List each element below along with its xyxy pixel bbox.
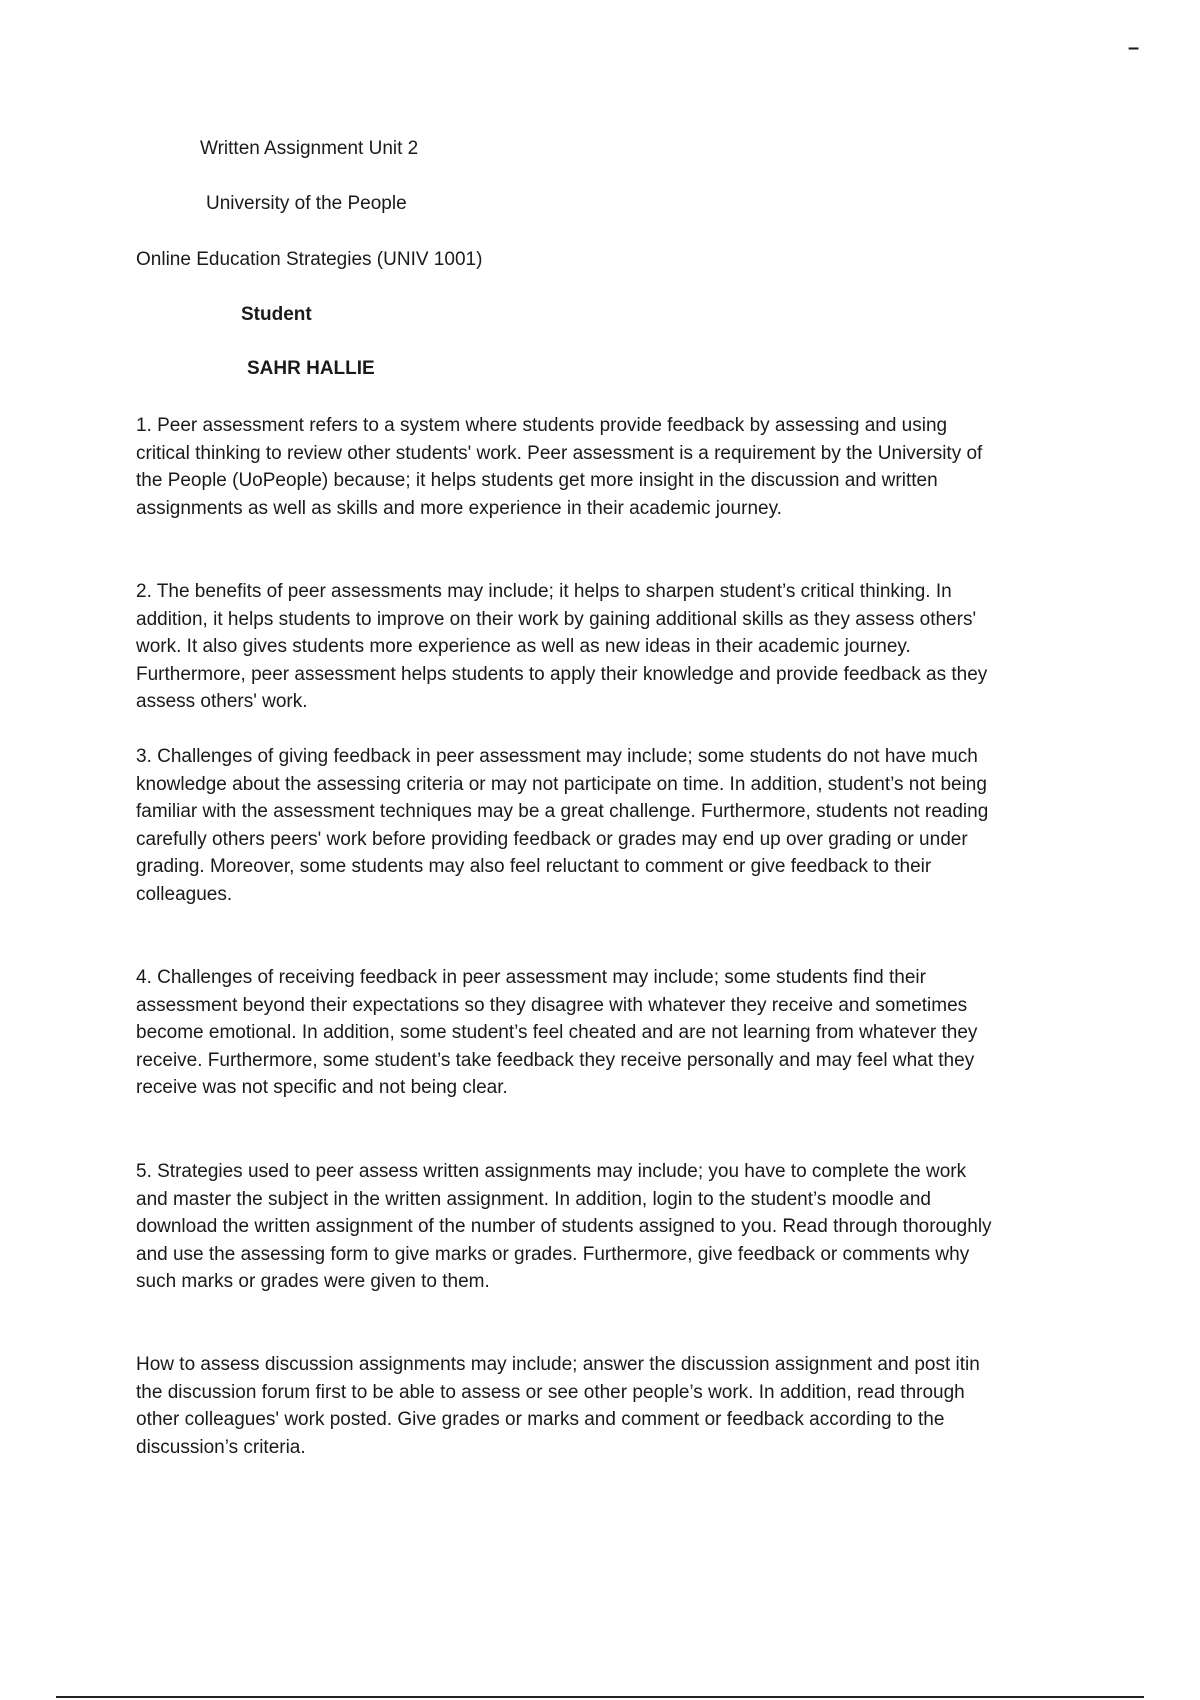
page-bottom-rule xyxy=(56,1696,1144,1698)
course-name: Online Education Strategies (UNIV 1001) xyxy=(136,249,483,270)
paragraph-peer-assessment-definition: 1. Peer assessment refers to a system where students provide feedback by assessing and using critical thinking to review other students' work. Peer assessment is a requirement by the University of the People (UoPeople) because; it helps students get more insight in the discussion and written assignments as well as skills and more experience in their academic journey. xyxy=(136,415,983,519)
paragraph-giving-feedback-challenges: 3. Challenges of giving feedback in peer assessment may include; some students do not have much knowledge about the assessing criteria or may not participate on time. In addition, student’s not being familiar with the assessment techniques may be a great challenge. Furthermore, students not reading carefully others peers' work before providing feedback or grades may end up over grading or under grading. Moreover, some students may also feel reluctant to comment or give feedback to their colleagues. xyxy=(136,746,989,905)
paragraph-receiving-feedback-challenges: 4. Challenges of receiving feedback in peer assessment may include; some students find their assessment beyond their expectations so they disagree with whatever they receive and sometimes become emotional. In addition, some student’s feel cheated and are not learning from whatever they receive. Furthermore, some student’s take feedback they receive personally and may feel what they receive was not specific and not being clear. xyxy=(136,967,978,1098)
university-name: University of the People xyxy=(206,193,407,214)
assignment-title: Written Assignment Unit 2 xyxy=(200,138,419,159)
paragraph-benefits: 2. The benefits of peer assessments may include; it helps to sharpen student’s critical thinking. In addition, it helps students to improve on their work by gaining additional skills as they assess others' work. It also gives students more experience as well as new ideas in their academic journey. Furthermore, peer assessment helps students to apply their knowledge and provide feedback as they assess others' work. xyxy=(136,581,988,712)
student-name: SAHR HALLIE xyxy=(247,358,375,379)
page-corner-mark: – xyxy=(1128,37,1140,59)
paragraph-written-assignment-strategies: 5. Strategies used to peer assess written assignments may include; you have to complete the work and master the subject in the written assignment. In addition, login to the student’s moodle and download the written assignment of the number of students assigned to you. Read through thoroughly and use the assessing form to give marks or grades. Furthermore, give feedback or comments why such marks or grades were given to them. xyxy=(136,1161,992,1292)
student-label: Student xyxy=(241,304,312,325)
paragraph-discussion-assessment: How to assess discussion assignments may include; answer the discussion assignment and post itin the discussion forum first to be able to assess or see other people’s work. In addition, read through other colleagues' work posted. Give grades or marks and comment or feedback according to the discussion’s criteria. xyxy=(136,1354,980,1458)
